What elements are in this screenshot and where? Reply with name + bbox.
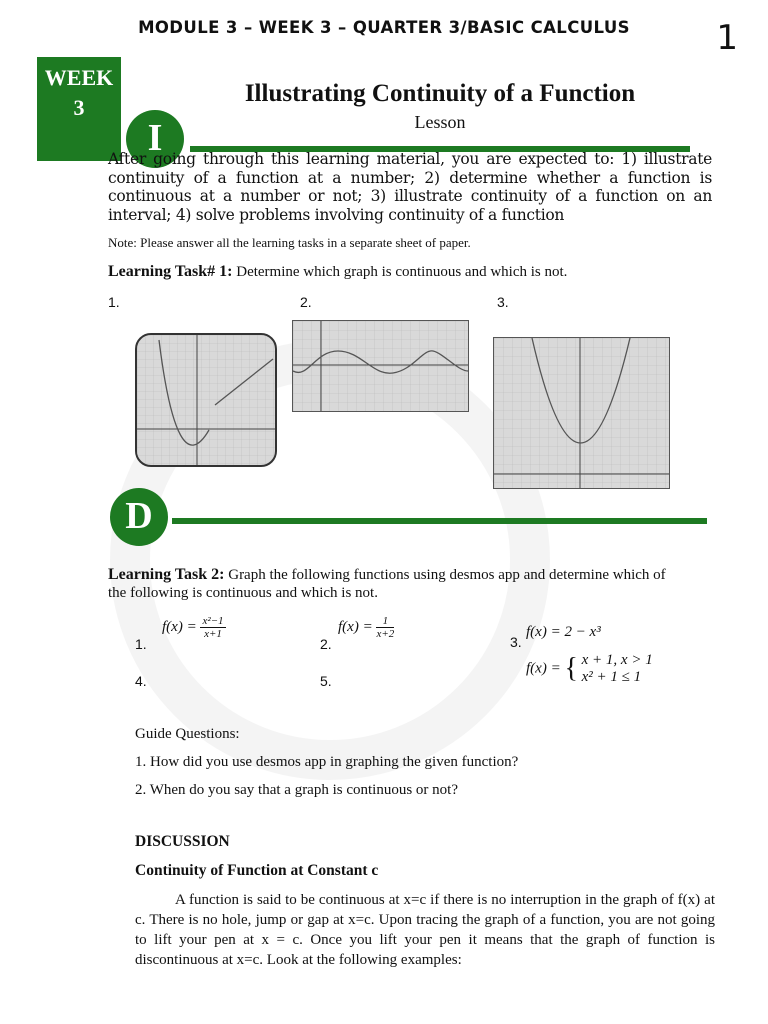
function-5-cases — [582, 652, 653, 686]
discussion-heading: DISCUSSION — [135, 833, 230, 850]
graph-1-grid — [137, 335, 275, 465]
task1-item-3: 3. — [497, 294, 509, 310]
section-d-rule — [172, 518, 707, 524]
function-1-denominator: x+1 — [204, 628, 222, 640]
task1-line — [108, 263, 567, 281]
task1-item-2: 2. — [300, 294, 312, 310]
intro-paragraph: After going through this learning material, you are expected to: 1) illustrate continuity of a function at a number; 2) determine whether a function is continuous at a number or not; 3) illustrate continuity of a function on an interval; 4) solve problems involving continuity of a function — [108, 150, 712, 224]
graph-3-grid — [494, 338, 669, 488]
graph-2-grid — [293, 321, 468, 411]
function-5-lhs: f(x) = — [526, 660, 561, 677]
function-1-lhs: f(x) = — [162, 618, 197, 635]
lesson-title: Illustrating Continuity of a Function — [244, 80, 636, 107]
task2-item-4: 4. — [135, 673, 147, 689]
function-3: f(x) = 2 − x³ — [526, 624, 601, 640]
task2-item-1: 1. — [135, 636, 147, 652]
graph-2-svg — [293, 321, 468, 411]
guide-question-2: 2. When do you say that a graph is continuous or not? — [135, 782, 458, 798]
task2-label: Learning Task 2: — [108, 566, 225, 583]
function-2-numerator: 1 — [376, 615, 394, 628]
week-badge — [37, 57, 121, 161]
function-5-case-1: x + 1, x > 1 — [581, 652, 653, 668]
function-5-case-2: x² + 1 ≤ 1 — [581, 669, 642, 685]
graph-3-svg — [494, 338, 669, 488]
guide-heading: Guide Questions: — [135, 726, 240, 742]
function-1 — [162, 615, 226, 640]
discussion-subheading: Continuity of Function at Constant c — [135, 862, 379, 879]
module-header: MODULE 3 – WEEK 3 – QUARTER 3/BASIC CALCULUS — [138, 18, 630, 37]
lesson-subtitle: Lesson — [414, 112, 466, 132]
graph-1-svg — [137, 335, 275, 465]
task2-text: Graph the following functions using desmos app and determine which of the following is continuous and which is not. — [108, 567, 666, 601]
function-2-denominator: x+2 — [376, 628, 395, 640]
week-label: WEEK — [44, 65, 114, 90]
task2-item-5: 5. — [320, 673, 332, 689]
task2-block — [108, 566, 668, 602]
task1-text: Determine which graph is continuous and which is not. — [236, 264, 568, 280]
function-2-fraction — [376, 615, 394, 640]
discussion-paragraph: A function is said to be continuous at x=c if there is no interruption in the graph of f(x) at c. There is no hole, jump or gap at x=c. Upon tracing the graph of a function, you are not going to lift your pen at x = c. Once you lift your pen it means that the graph of function is discontinuous at x=c. Look at the following examples: — [135, 892, 715, 968]
task1-label: Learning Task# 1: — [108, 263, 233, 280]
function-1-fraction — [200, 615, 225, 640]
note-text: Note: Please answer all the learning tasks in a separate sheet of paper. — [108, 235, 471, 250]
week-number: 3 — [73, 95, 85, 120]
task2-item-2: 2. — [320, 636, 332, 652]
function-2 — [338, 615, 394, 640]
function-5 — [526, 652, 653, 686]
graph-2 — [292, 320, 469, 412]
function-1-numerator: x²−1 — [202, 615, 224, 627]
section-d-badge: D — [110, 488, 168, 546]
section-i-badge: I — [126, 110, 184, 168]
function-5-brace: { — [564, 653, 578, 684]
page-number: 1 — [716, 18, 738, 58]
task2-item-3: 3. — [510, 634, 522, 650]
graph-1 — [135, 333, 277, 467]
graph-3 — [493, 337, 670, 489]
function-2-lhs: f(x) = — [338, 618, 373, 635]
guide-question-1: 1. How did you use desmos app in graphing the given function? — [135, 754, 519, 770]
task1-item-1: 1. — [108, 294, 120, 310]
